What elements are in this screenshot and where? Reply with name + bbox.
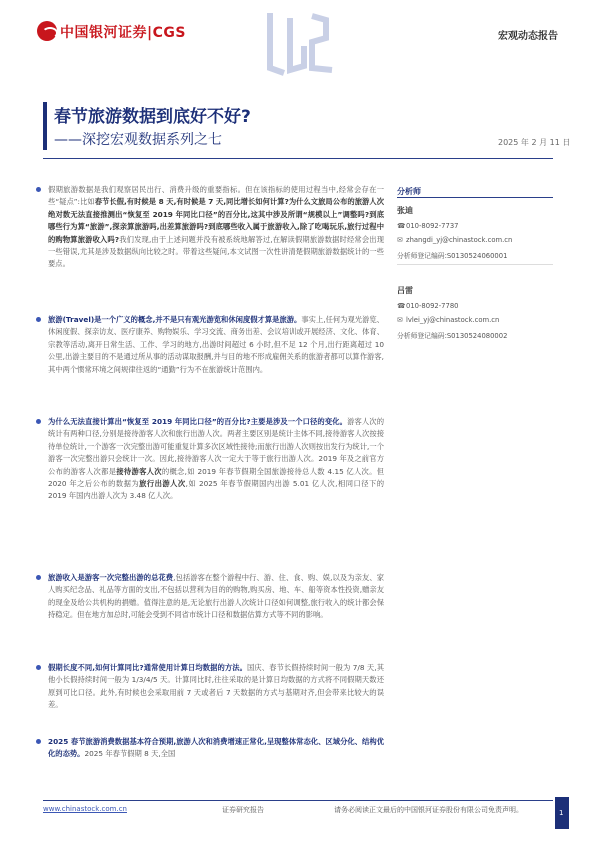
- footer-website-link[interactable]: www.chinastock.com.cn: [43, 805, 127, 813]
- bullet-icon: [36, 187, 41, 192]
- analyst-heading-rule: [397, 197, 553, 198]
- paragraph-text: 游客人次的统计有两种口径,分别是接待游客人次和旅行出游人次。两者主要区别是统计主体不同,接待游客人次按接待单位统计,一个游客一次完整出游可能重复计算多次区域性接待;而旅行出游人次则按出发行为统计,一个游客一次完整出游只会统计一次。因此,接待游客人次一定大于等于旅行出游人次。2019 年及之前官方公布的游客人次都是: [48, 417, 384, 476]
- emphasis-text: 接待游客人次: [116, 466, 162, 476]
- analyst-reg-code: 分析师登记编码:S0130524080002: [397, 332, 508, 340]
- page-subtitle: ——深挖宏观数据系列之七: [54, 132, 222, 148]
- phone-icon: ☎: [397, 222, 406, 230]
- body-paragraph: [48, 662, 384, 712]
- body-paragraph: [48, 184, 384, 271]
- email-icon: ✉: [397, 316, 403, 324]
- analyst-name: 吕雷: [397, 286, 413, 295]
- footer-report-label: 证券研究报告: [222, 806, 264, 814]
- title-accent-bar: [43, 102, 47, 150]
- bullet-icon: [36, 739, 41, 744]
- emphasis-text: 旅游收入是游客一次完整出游的总花费: [48, 573, 174, 582]
- emphasis-text: 旅游(Travel)是一个广义的概念,并不是只有观光游览和休闲度假才算是旅游。: [48, 315, 302, 324]
- analyst-divider: [397, 264, 553, 265]
- analyst-phone: 010-8092-7780: [406, 302, 459, 310]
- report-date: 2025 年 2 月 11 日: [498, 138, 571, 147]
- body-paragraph: [48, 736, 384, 761]
- phone-icon: ☎: [397, 302, 406, 310]
- analyst-email-row[interactable]: [397, 316, 499, 324]
- analyst-email-row[interactable]: [397, 236, 512, 244]
- emphasis-text: 为什么无法直接计算出“恢复至 2019 年同比口径”的百分比?主要是涉及一个口径的变化。: [48, 417, 348, 426]
- paragraph-text: ,如 2025 年春节假期国内出游 5.01 亿人次,相同口径下的 2019 年国内出游人次为 3.48 亿人次。: [48, 479, 385, 501]
- bullet-icon: [36, 575, 41, 580]
- analyst-email[interactable]: zhangdi_yj@chinastock.com.cn: [406, 236, 513, 244]
- paragraph-text: ,包括游客在整个游程中行、游、住、食、购、娱,以及为亲友、家人购买纪念品、礼品等方面的支出,不包括以营利为目的的购物,购买房、地、车、船等资本性投资,赠亲友的现金及给公共机构的捐赠。值得注意的是,无论旅行出游人次统计口径如何调整,旅行收入的统计都会保持稳定。但在地方加总时,可能会受到不同省市统计口径和数据估算方式等不同的影响。: [48, 573, 384, 620]
- analyst-heading: 分析师: [397, 187, 421, 196]
- body-paragraph: [48, 416, 384, 503]
- page-number: 1: [559, 809, 564, 817]
- bullet-icon: [36, 419, 41, 424]
- paragraph-text: 2025 年春节假期 8 天,全国: [84, 749, 176, 759]
- body-paragraph: [48, 572, 384, 622]
- emphasis-text: 春节长假,有时候是 8 天,有时候是 7 天,同比增长如何计算?为什么文旅局公布的旅游人次绝对数无法直接推测出“恢复至 2019 年同比口径”的百分比,这其中涉及所谓“规模以上”调整吗?到底哪些行为算“旅游”,探亲算旅游吗,出差算旅游吗?到底哪些收入属于旅游收入,除了吃喝玩乐,旅行过程中的购物算旅游收入吗?: [48, 197, 384, 244]
- analyst-phone-row: [397, 222, 458, 230]
- analyst-email[interactable]: lvlei_yj@chinastock.com.cn: [406, 316, 500, 324]
- analyst-reg-code: 分析师登记编码:S0130524060001: [397, 252, 508, 260]
- analyst-phone-row: [397, 302, 458, 310]
- bullet-icon: [36, 317, 41, 322]
- paragraph-text: 国庆、春节长假持续时间一般为 7/8 天,其他小长假持续时间一般为 1/3/4/5 天。计算同比时,往往采取的是计算日均数据的方式将不同假期天数还原到可比口径。此外,有时候也会采取用前 7 天或者后 7 天数据的方式与基期对齐,但会带来比较大的误差。: [48, 663, 384, 710]
- paragraph-text: 假期旅游数据是我们观察居民出行、消费升级的重要指标。但在该指标的使用过程当中,经常会存在一些“疑点”:比如: [48, 185, 384, 207]
- title-divider: [43, 158, 553, 159]
- emphasis-text: 假期长度不同,如何计算同比?通常使用计算日均数据的方法。: [48, 663, 248, 672]
- paragraph-text: 事实上,任何为观光游览、休闲度假、探亲访友、医疗康养、购物娱乐、学习交流、商务出差、会议培训或开展经济、文化、体育、宗教等活动,离开日常生活、工作、学习的地方,出游时间超过 6 小时,但不足 12 个月,出行距离超过 10 公里,出游主要目的不是通过所从事的活动谋取报酬,并与目的地不形成雇佣关系的旅游者都可以算作游客,其中两个惯常环境之间规律往返的“通勤”行为不在旅游统计范围内。: [48, 315, 384, 374]
- emphasis-text: 旅行出游人次: [139, 479, 186, 489]
- emphasis-text: 2025 春节旅游消费数据基本符合预期,旅游人次和消费增速正常化,呈现整体常态化、区域分化、结构优化的态势。: [48, 737, 384, 759]
- logo-icon: [37, 21, 57, 41]
- paragraph-text: 我们发现,由于上述问题并没有被系统地解答过,在解读假期旅游数据时经常会出现一些错误,尤其是涉及数据纵向比较之时。带着这些疑问,本文试图一次性讲清楚假期旅游数据统计的一些要点。: [48, 234, 384, 269]
- report-type-label: 宏观动态报告: [498, 31, 558, 42]
- bullet-icon: [36, 665, 41, 670]
- footer-disclaimer: 请务必阅读正文最后的中国银河证券股份有限公司免责声明。: [334, 806, 523, 814]
- analyst-name: 张迪: [397, 206, 413, 215]
- page-title: 春节旅游数据到底好不好?: [54, 107, 251, 127]
- paragraph-text: 的概念,如 2019 年春节假期全国旅游接待总人数 4.15 亿人次。但 2020 年之后公布的数据为: [48, 466, 385, 489]
- decorative-cgs-graphic: [260, 8, 346, 78]
- email-icon: ✉: [397, 236, 403, 244]
- logo-text: 中国银河证券|CGS: [60, 25, 186, 41]
- footer-divider: [43, 800, 553, 801]
- analyst-phone: 010-8092-7737: [406, 222, 459, 230]
- body-paragraph: [48, 314, 384, 376]
